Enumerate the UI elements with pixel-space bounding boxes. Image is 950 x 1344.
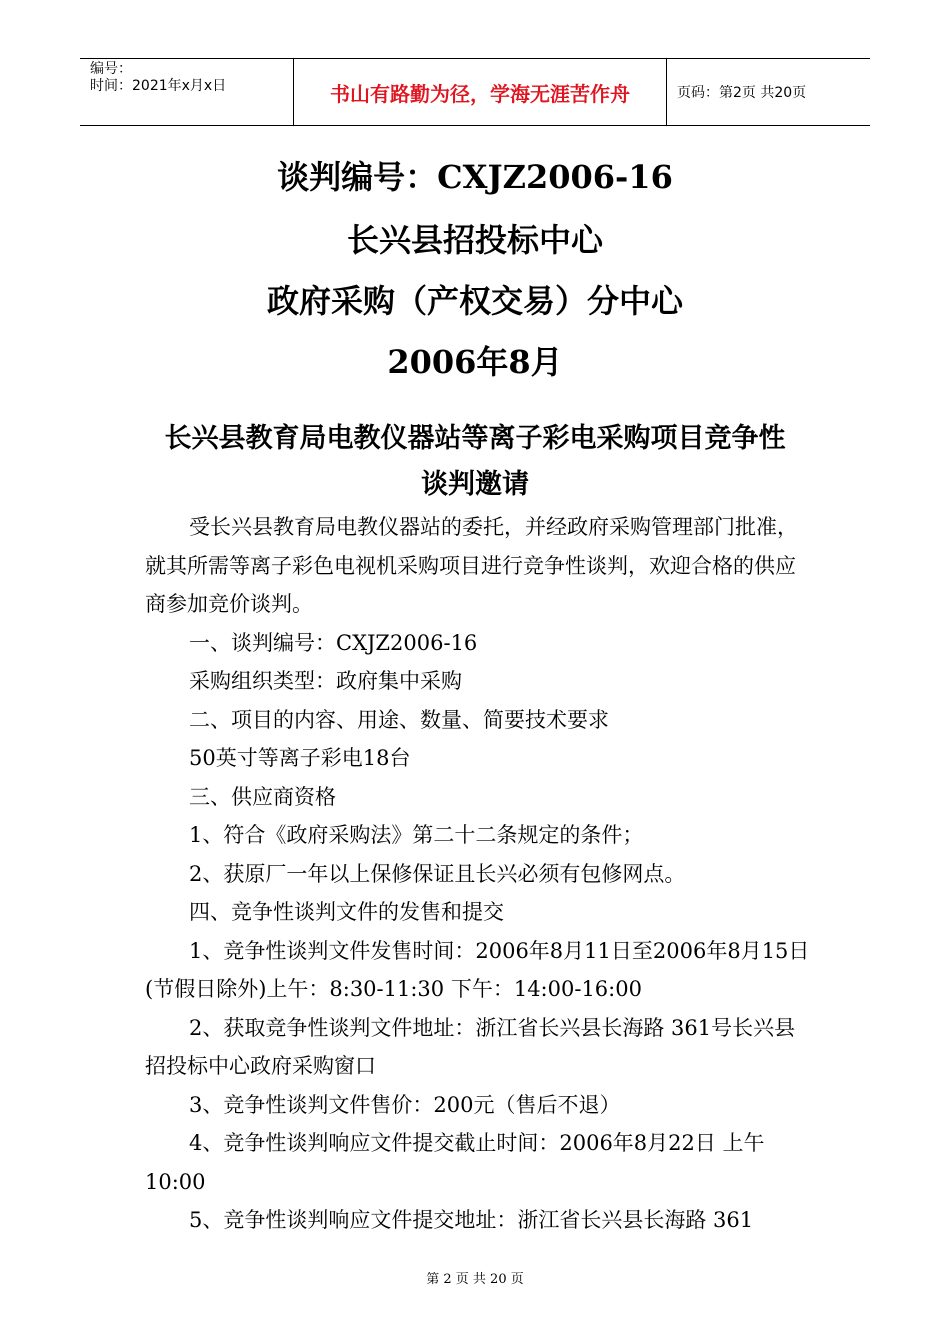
- section-2-title: 二、项目的内容、用途、数量、简要技术要求: [189, 707, 609, 732]
- title-date: 2006年8月: [387, 343, 563, 381]
- section-1-type: 采购组织类型：政府集中采购: [189, 669, 462, 693]
- page-header: [80, 58, 870, 126]
- section-3-item-1: 1、符合《政府采购法》第二十二条规定的条件；: [189, 823, 644, 847]
- title-organization: 长兴县招投标中心: [346, 221, 603, 259]
- section-4-item-4: 4、竞争性谈判响应文件提交截止时间：2006年8月22日 上午10:00: [145, 1131, 765, 1194]
- section-4-item-5: 5、竞争性谈判响应文件提交地址：浙江省长兴县长海路 361: [189, 1208, 754, 1232]
- number-label: 编号：: [90, 61, 132, 77]
- section-4-title: 四、竞争性谈判文件的发售和提交: [189, 900, 504, 924]
- header-meta: [80, 59, 294, 126]
- section-1-title: 一、谈判编号：CXJZ2006-16: [189, 630, 478, 655]
- section-4-item-3: 3、竞争性谈判文件售价：200元（售后不退）: [189, 1092, 621, 1117]
- section-2-item: 50英寸等离子彩电18台: [189, 746, 411, 770]
- section-3-item-2: 2、获原厂一年以上保修保证且长兴必须有包修网点。: [189, 861, 686, 886]
- header-page-info: 页码：第2页 共20页: [667, 59, 871, 126]
- page-footer: 第 2 页 共 20 页: [426, 1272, 524, 1287]
- section-4-item-1: 1、竞争性谈判文件发售时间：2006年8月11日至2006年8月15日(节假日除外)上午：8:30-11:30 下午：14:00-16:00: [145, 938, 810, 1001]
- title-sub-center: 政府采购（产权交易）分中心: [266, 282, 683, 320]
- title-negotiation-number: 谈判编号：CXJZ2006-16: [277, 158, 673, 196]
- intro-paragraph: 受长兴县教育局电教仪器站的委托，并经政府采购管理部门批准，就其所需等离子彩色电视机采购项目进行竞争性谈判，欢迎合格的供应商参加竞价谈判。: [145, 515, 798, 616]
- header-motto: 书山有路勤为径，学海无涯苦作舟: [294, 59, 667, 126]
- section-4-item-2: 2、获取竞争性谈判文件地址：浙江省长兴县长海路 361号长兴县招投标中心政府采购窗口: [145, 1015, 796, 1078]
- document-body: [145, 508, 810, 1240]
- section-3-title: 三、供应商资格: [189, 784, 336, 809]
- subtitle-line-2: 谈判邀请: [421, 469, 529, 500]
- subtitle-line-1: 长兴县教育局电教仪器站等离子彩电采购项目竞争性: [164, 423, 786, 454]
- time-label: 时间：2021年x月x日: [90, 78, 227, 94]
